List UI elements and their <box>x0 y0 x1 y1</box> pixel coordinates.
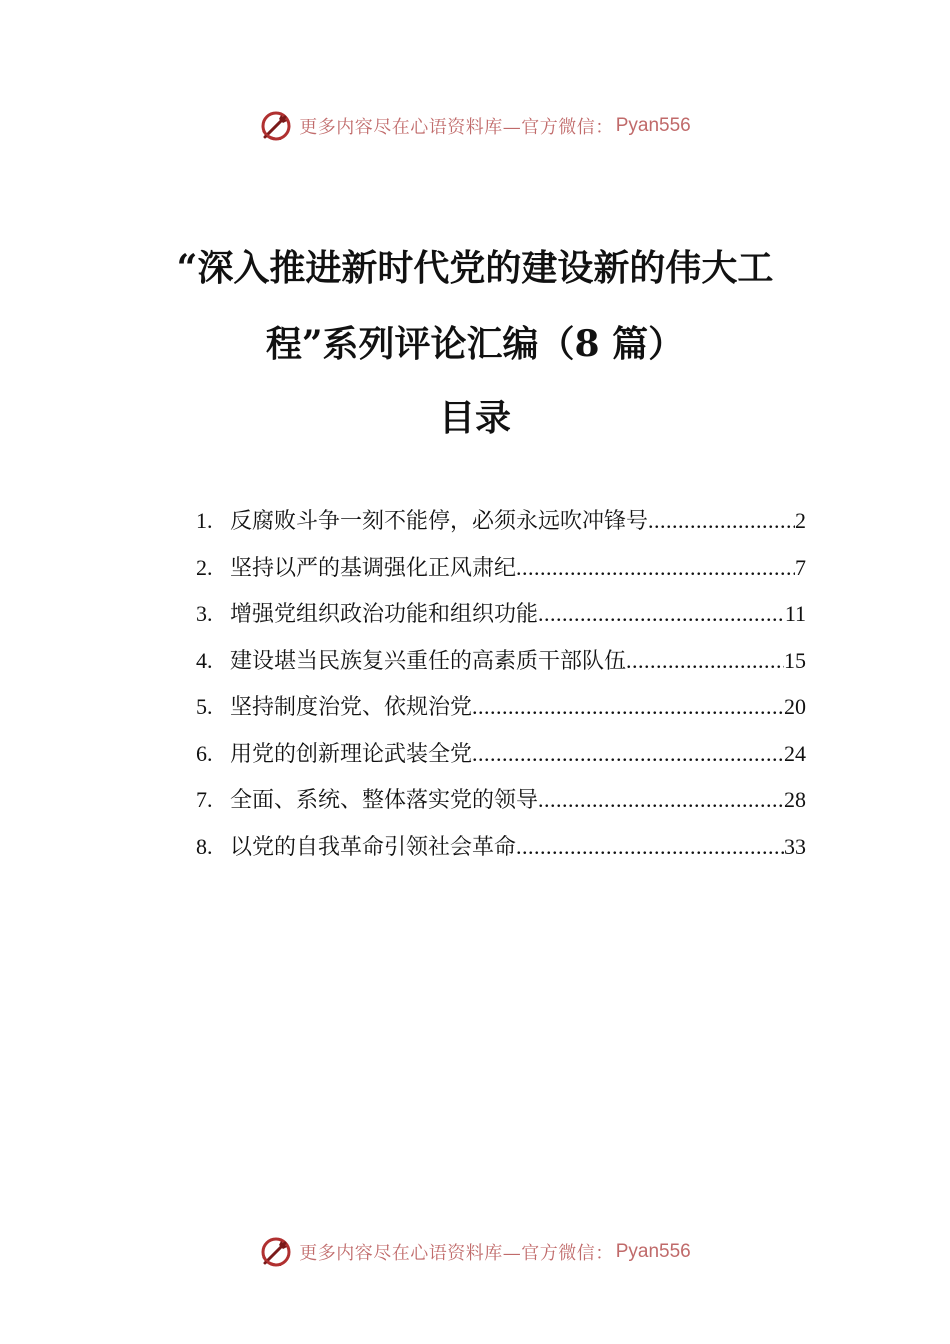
toc-item <box>196 783 806 830</box>
toc-item-title: 用党的创新理论武装全党 <box>230 741 473 767</box>
toc-item <box>196 690 806 737</box>
toc-item-page: 33 <box>784 833 806 859</box>
toc-leader-dots <box>648 508 795 534</box>
pen-logo-icon <box>259 109 293 143</box>
toc-item-page: 28 <box>784 787 806 812</box>
toc-heading: 目录 <box>438 397 511 439</box>
toc-item-number: 4. <box>196 647 213 673</box>
toc-item <box>196 830 806 877</box>
toc-item <box>196 644 806 691</box>
toc-item-title: 坚持以严的基调强化正风肃纪 <box>230 555 517 581</box>
toc-leader-dots <box>472 741 784 767</box>
toc-item-title: 反腐败斗争一刻不能停，必须永远吹冲锋号 <box>230 509 649 534</box>
toc-item-title: 以党的自我革命引领社会革命 <box>230 834 517 860</box>
toc-item-number: 1. <box>196 508 213 533</box>
toc-item-number: 2. <box>196 554 213 580</box>
toc-item <box>196 597 806 644</box>
toc-item <box>196 737 806 784</box>
toc-item-page: 20 <box>784 694 806 719</box>
toc-item-number: 8. <box>196 833 213 859</box>
toc-item-page: 7 <box>795 554 806 580</box>
toc-item-title: 坚持制度治党、依规治党 <box>230 695 473 720</box>
toc-item-number: 3. <box>196 601 213 626</box>
header-watermark <box>0 106 950 146</box>
toc-item-number: 7. <box>196 787 213 812</box>
watermark-text: 更多内容尽在心语资料库—官方微信： <box>299 1243 614 1264</box>
footer-watermark <box>0 1232 950 1272</box>
toc-leader-dots <box>538 787 784 813</box>
document-title-line-1: “深入推进新时代党的建设新的伟大工 <box>176 247 774 289</box>
toc-item-page: 24 <box>784 740 806 766</box>
watermark-wechat-id: Pyan556 <box>615 115 691 136</box>
toc-item <box>196 504 806 551</box>
pen-logo-icon <box>259 1235 293 1269</box>
toc-leader-dots <box>538 601 785 627</box>
toc-item-page: 2 <box>795 508 806 533</box>
toc-item-title: 增强党组织政治功能和组织功能 <box>230 602 539 627</box>
toc-item <box>196 551 806 598</box>
toc-item-title: 建设堪当民族复兴重任的高素质干部队伍 <box>230 648 627 674</box>
toc-leader-dots <box>516 555 795 581</box>
toc-item-page: 11 <box>784 601 806 626</box>
toc-item-title: 全面、系统、整体落实党的领导 <box>230 788 539 813</box>
toc-item-page: 15 <box>784 647 806 673</box>
watermark-text: 更多内容尽在心语资料库—官方微信： <box>299 117 614 138</box>
toc-leader-dots <box>516 834 784 860</box>
toc-leader-dots <box>472 694 784 720</box>
toc-item-number: 5. <box>196 694 213 719</box>
table-of-contents <box>196 504 806 876</box>
document-title-line-2: 程”系列评论汇编（8 篇） <box>265 323 685 365</box>
toc-item-number: 6. <box>196 740 213 766</box>
toc-leader-dots <box>626 648 784 674</box>
watermark-wechat-id: Pyan556 <box>615 1241 691 1262</box>
